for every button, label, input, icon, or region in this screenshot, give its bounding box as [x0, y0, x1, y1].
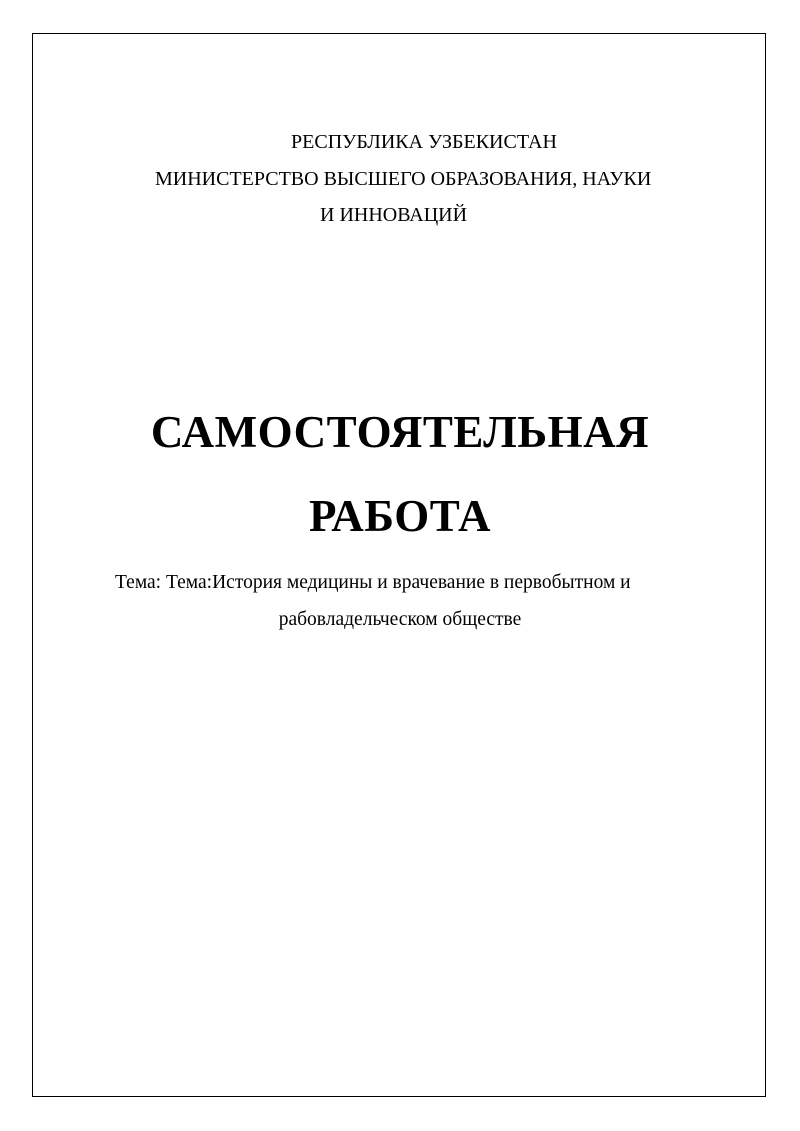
title-line-1: САМОСТОЯТЕЛЬНАЯ [150, 407, 650, 457]
header-ministry-line-continued: И ИННОВАЦИЙ [320, 204, 468, 226]
topic-line-2: рабовладельческом обществе [278, 609, 522, 630]
header-ministry-line: МИНИСТЕРСТВО ВЫСШЕГО ОБРАЗОВАНИЯ, НАУКИ [155, 168, 652, 190]
topic-line-1: Тема: Тема:История медицины и врачевание в первобытном и [115, 572, 631, 593]
page-border [32, 33, 766, 1097]
header-country-line: РЕСПУБЛИКА УЗБЕКИСТАН [291, 131, 557, 153]
title-line-2: РАБОТА [309, 491, 491, 541]
